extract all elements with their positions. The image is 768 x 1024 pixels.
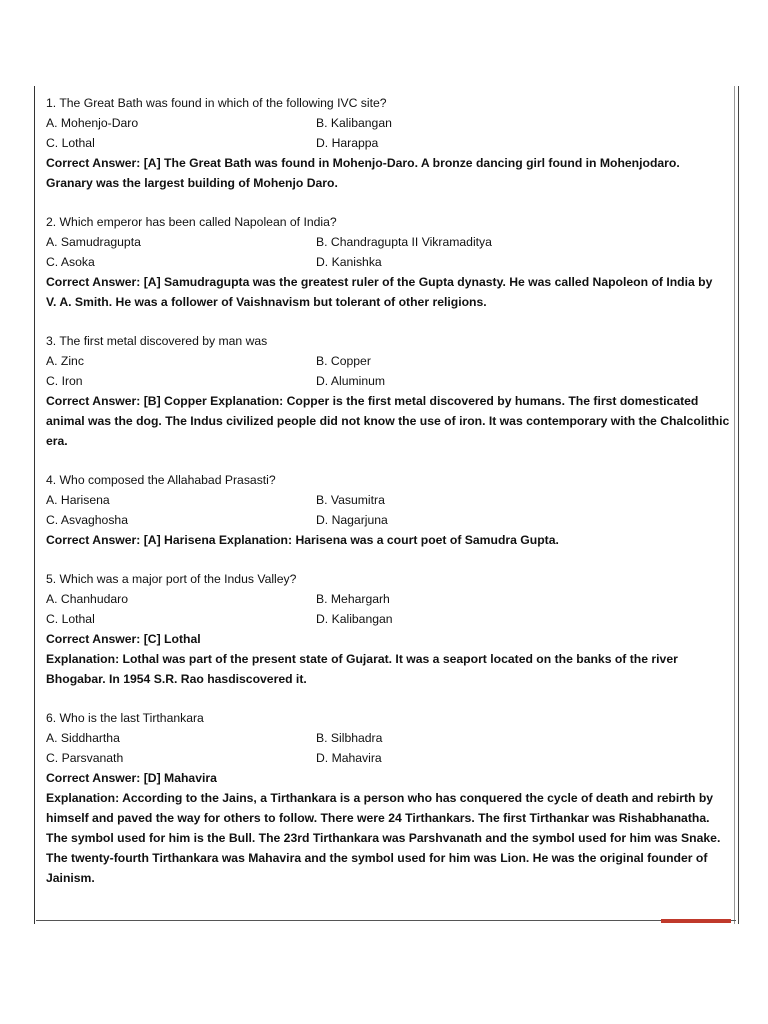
bottom-border-rule [36, 920, 736, 921]
explanation-line: The symbol used for him is the Bull. The 23rd Tirthankara was Parshvanath and the symbol used for him was Snake. [46, 831, 721, 845]
correct-answer-line: Correct Answer: [D] Mahavira [46, 771, 217, 785]
question-block [46, 331, 732, 451]
explanation-line: Bhogabar. In 1954 S.R. Rao hasdiscovered it. [46, 672, 307, 686]
question-block [46, 212, 732, 312]
options-grid [46, 589, 732, 629]
question-block [46, 569, 732, 689]
question-text: 4. Who composed the Allahabad Prasasti? [46, 473, 276, 487]
answer-option: B. Copper [316, 354, 371, 368]
answer-option: B. Silbhadra [316, 731, 383, 745]
answer-option: C. Parsvanath [46, 751, 124, 765]
options-grid [46, 728, 732, 768]
answer-option: D. Aluminum [316, 374, 386, 388]
answer-option: B. Kalibangan [316, 116, 392, 130]
correct-answer-line: Correct Answer: [A] Samudragupta was the greatest ruler of the Gupta dynasty. He was called Napoleon of India by [46, 275, 713, 289]
question-list [46, 93, 732, 888]
question-text: 3. The first metal discovered by man was [46, 334, 268, 348]
explanation-line: himself and paved the way for others to follow. There were 24 Tirthankars. The first Tirthankar was Rishabhanatha. [46, 811, 710, 825]
question-text: 6. Who is the last Tirthankara [46, 711, 204, 725]
explanation-line: The twenty-fourth Tirthankara was Mahavira and the symbol used for him was Lion. He was the original founder of [46, 851, 708, 865]
question-spacer [46, 689, 732, 708]
answer-option: D. Kalibangan [316, 612, 393, 626]
right-border-rule-inner [734, 86, 735, 924]
question-text: 2. Which emperor has been called Napolean of India? [46, 215, 337, 229]
options-grid [46, 490, 732, 530]
answer-option: A. Zinc [46, 354, 84, 368]
explanation-line: Explanation: According to the Jains, a Tirthankara is a person who has conquered the cycle of death and rebirth by [46, 791, 714, 805]
answer-option: B. Chandragupta II Vikramaditya [316, 235, 492, 249]
answer-option: B. Vasumitra [316, 493, 385, 507]
explanation-line: Jainism. [46, 871, 95, 885]
correct-answer-line: Correct Answer: [A] Harisena Explanation: Harisena was a court poet of Samudra Gupta. [46, 533, 559, 547]
options-grid [46, 113, 732, 153]
answer-option: A. Siddhartha [46, 731, 120, 745]
correct-answer-line: Correct Answer: [B] Copper Explanation: Copper is the first metal discovered by humans. The first domesticated [46, 394, 699, 408]
answer-option: C. Asvaghosha [46, 513, 128, 527]
question-spacer [46, 451, 732, 470]
answer-option: A. Mohenjo-Daro [46, 116, 139, 130]
question-block [46, 708, 732, 888]
answer-option: A. Harisena [46, 493, 110, 507]
answer-option: D. Harappa [316, 136, 379, 150]
answer-option: A. Chanhudaro [46, 592, 128, 606]
question-text: 5. Which was a major port of the Indus Valley? [46, 572, 297, 586]
answer-option: D. Nagarjuna [316, 513, 388, 527]
answer-option: C. Iron [46, 374, 83, 388]
answer-option: A. Samudragupta [46, 235, 141, 249]
answer-option: B. Mehargarh [316, 592, 390, 606]
left-border-rule [34, 86, 35, 924]
explanation-line: animal was the dog. The Indus civilized people did not know the use of iron. It was contemporary with the Chalcolithic [46, 414, 730, 428]
question-spacer [46, 312, 732, 331]
question-block [46, 470, 732, 550]
question-spacer [46, 550, 732, 569]
explanation-line: era. [46, 434, 68, 448]
explanation-line: Explanation: Lothal was part of the present state of Gujarat. It was a seaport located on the banks of the river [46, 652, 678, 666]
question-spacer [46, 193, 732, 212]
answer-option: D. Mahavira [316, 751, 382, 765]
answer-option: D. Kanishka [316, 255, 382, 269]
bottom-accent-bar [661, 919, 731, 923]
options-grid [46, 351, 732, 391]
question-text: 1. The Great Bath was found in which of the following IVC site? [46, 96, 387, 110]
explanation-line: Granary was the largest building of Mohenjo Daro. [46, 176, 338, 190]
correct-answer-line: Correct Answer: [A] The Great Bath was found in Mohenjo-Daro. A bronze dancing girl found in Mohenjodaro. [46, 156, 680, 170]
explanation-line: V. A. Smith. He was a follower of Vaishnavism but tolerant of other religions. [46, 295, 487, 309]
question-block [46, 93, 732, 193]
answer-option: C. Lothal [46, 136, 95, 150]
right-border-rule-outer [738, 86, 739, 924]
answer-option: C. Asoka [46, 255, 95, 269]
answer-option: C. Lothal [46, 612, 95, 626]
correct-answer-line: Correct Answer: [C] Lothal [46, 632, 201, 646]
options-grid [46, 232, 732, 272]
